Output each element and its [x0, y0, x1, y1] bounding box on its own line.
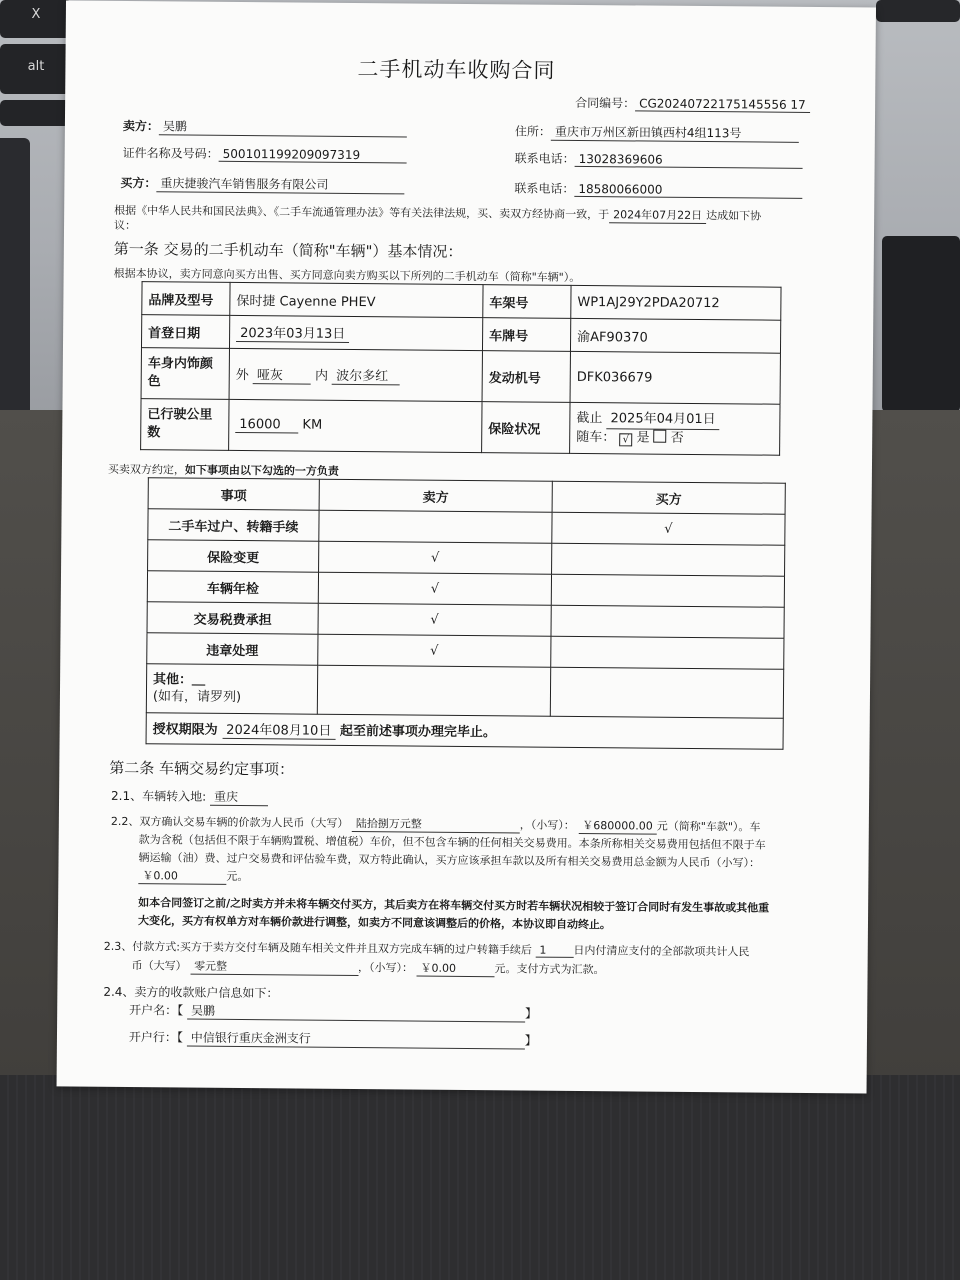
- contract-number: 合同编号： CG20240722175145556 17: [575, 94, 810, 113]
- clause-2-3-line1: 2.3、付款方式:买方于卖方交付车辆及随车相关文件并且双方完成车辆的过户转籍手续后 1 日内付清应支付的全部款项共计人民: [103, 939, 750, 959]
- plate-label: 车牌号: [482, 318, 570, 352]
- mileage-cell: 16000 KM: [229, 399, 482, 452]
- vin-value: WP1AJ29Y2PDA20712: [571, 285, 781, 320]
- account-bank-row: 开户行：【 中信银行重庆金洲支行 】: [128, 1030, 537, 1048]
- mileage-label: 已行驶公里数: [141, 399, 229, 451]
- responsibility-intro: 买卖双方约定，如下事项由以下勾选的一方负责: [107, 462, 339, 478]
- article1-title: 第一条 交易的二手机动车（简称"车辆"）基本情况：: [113, 239, 463, 261]
- other-cell: 其他：＿ (如有，请罗列): [146, 664, 317, 714]
- account-name-row: 开户名：【 吴鹏 】: [129, 1003, 538, 1021]
- contract-paper: [57, 0, 876, 1093]
- seller-check: √: [318, 572, 551, 605]
- item-cell: 违章处理: [147, 633, 318, 665]
- table-row: [141, 348, 780, 405]
- reg-date-cell: [229, 315, 482, 350]
- engine-value: DFK036679: [570, 351, 780, 404]
- mileage-value: 16000: [235, 417, 298, 434]
- plate-value: 渝AF90370: [570, 318, 780, 353]
- color-label: 车身内饰颜色: [141, 348, 229, 400]
- seller-check: √: [318, 603, 551, 636]
- authorization-row: 授权期限为 2024年08月10日 起至前述事项办理完毕止。: [146, 713, 783, 750]
- clause-2-2-line3: 辆运输（油）费、过户交易费和评估验车费，双方特此确认，买方应该承担车款以及所有相关交易费用总金额为人民币（小写）：: [138, 851, 761, 870]
- key-alt: alt: [0, 44, 72, 94]
- clause-2-3-line2: 币（大写） 零元整 ，（小写）： ￥0.00 元。支付方式为汇款。: [131, 959, 605, 977]
- seller-check: [319, 510, 552, 543]
- clause-2-4: 2.4、卖方的收款账户信息如下：: [103, 984, 279, 1001]
- seller-check: √: [318, 634, 551, 667]
- trackpad-edge: [0, 138, 30, 428]
- buyer-phone-row: 联系电话： 18580066000: [514, 179, 802, 199]
- exterior-color: 哑灰: [253, 364, 311, 385]
- brand-value: 保时捷 Cayenne PHEV: [230, 282, 483, 317]
- insurance-label: 保险状况: [482, 402, 570, 454]
- item-cell: 交易税费承担: [147, 602, 318, 634]
- insurance-date: 2025年04月01日: [606, 410, 719, 430]
- buyer-check: √: [552, 512, 785, 545]
- article2-title: 第二条 车辆交易约定事项：: [109, 758, 295, 779]
- color-cell: 外 哑灰 内 波尔多红: [229, 348, 482, 401]
- item-cell: 车辆年检: [147, 571, 318, 603]
- seller-address-row: 住所： 重庆市万州区新田镇西村4组113号: [515, 122, 799, 142]
- clause-2-2-line4: ￥0.00 元。: [138, 867, 248, 885]
- item-cell: 二手车过户、转籍手续: [148, 509, 319, 541]
- authorization-date: 2024年08月10日: [222, 719, 335, 740]
- other-seller: [317, 665, 550, 716]
- bold-clause-line2: 大变化，买方有权单方对车辆价款进行调整，如卖方不同意该调整后的价格，本协议即自动终止。: [137, 914, 612, 932]
- key: [876, 0, 960, 22]
- header-item: 事项: [148, 478, 319, 510]
- buyer-check: [552, 543, 785, 576]
- table-row: [146, 664, 783, 719]
- seller-check: √: [319, 541, 552, 574]
- clause-2-2-line2: 款为含税（包括但不限于车辆购置税、增值税）车价，但不包含车辆的任何相关交易费用。本条所称相关交易费用包括但不限于车: [138, 833, 766, 852]
- clause-2-1: 2.1、车辆转入地: 重庆: [111, 787, 268, 806]
- table-row: [141, 399, 780, 456]
- brand-label: 品牌及型号: [142, 282, 230, 316]
- table-row: [146, 713, 783, 750]
- clause-2-2-line1: 2.2、双方确认交易车辆的价款为人民币（大写） 陆拾捌万元整 ，（小写）： ￥680000.00 元（简称"车款"）。车: [110, 814, 761, 834]
- buyer-check: [551, 636, 784, 669]
- vin-label: 车架号: [483, 285, 571, 319]
- buyer-check: [551, 574, 784, 607]
- header-seller: 卖方: [319, 479, 552, 512]
- interior-color: 波尔多红: [332, 365, 400, 386]
- checkbox-no[interactable]: [654, 429, 667, 442]
- item-cell: 保险变更: [148, 540, 319, 572]
- insurance-cell: 截止 2025年04月01日 随车： √ 是 否: [570, 402, 780, 455]
- table-row: [141, 315, 780, 354]
- reg-date-label: 首登日期: [141, 315, 229, 349]
- buyer-check: [551, 605, 784, 638]
- responsibility-table: [146, 477, 786, 750]
- background-fabric: [0, 1075, 960, 1280]
- reg-date-value: 2023年03月13日: [236, 322, 349, 343]
- buyer-name-row: 买方： 重庆捷骏汽车销售服务有限公司: [120, 174, 404, 194]
- table-row: [142, 282, 781, 321]
- vehicle-info-table: [140, 281, 781, 456]
- other-buyer: [550, 667, 783, 718]
- bold-clause-line1: 如本合同签订之前/之时卖方并未将车辆交付买方，其后卖方在将车辆交付买方时若车辆状况相较于签订合同时有发生事故或其他重: [138, 896, 770, 915]
- key: [0, 100, 72, 126]
- header-buyer: 买方: [552, 481, 785, 514]
- engine-label: 发动机号: [482, 351, 570, 403]
- preamble-line1: 根据《中华人民共和国民法典》、《二手车流通管理办法》等有关法律法规，买、卖双方经协商一致，于 2024年07月22日 达成如下协: [114, 203, 762, 223]
- preamble-line2: 议：: [113, 218, 137, 233]
- key-x: X: [0, 0, 72, 38]
- article1-intro: 根据本协议，卖方同意向买方出售、买方同意向卖方购买以下所列的二手机动车（简称"车辆"）。: [113, 266, 581, 284]
- key: [882, 236, 960, 412]
- checkbox-yes[interactable]: √: [619, 433, 632, 446]
- seller-name-row: 卖方： 吴鹏: [123, 117, 407, 137]
- seller-phone-row: 联系电话： 13028369606: [515, 149, 803, 169]
- document-title: 二手机动车收购合同: [357, 57, 556, 83]
- seller-id-row: 证件名称及号码： 500101199209097319: [123, 144, 407, 163]
